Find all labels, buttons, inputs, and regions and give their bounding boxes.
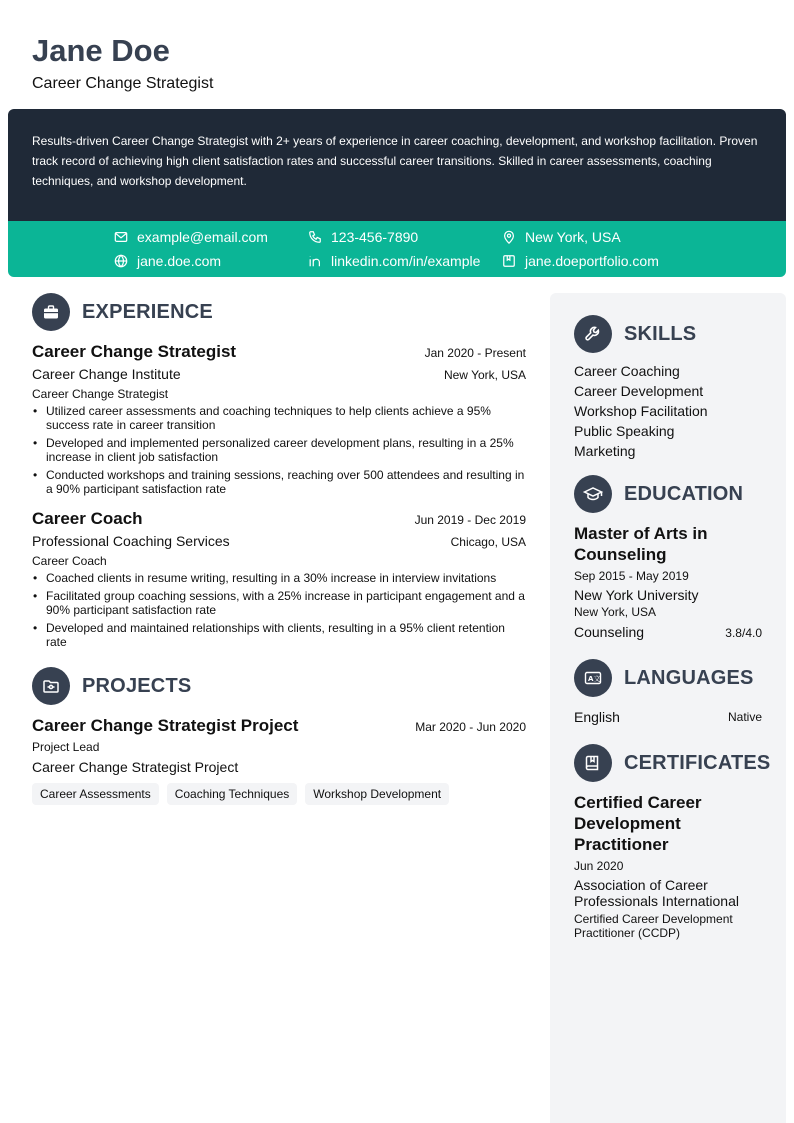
job-date: Jan 2020 - Present [424, 346, 526, 360]
certificate-issuer: Association of Career Professionals International [574, 877, 739, 909]
experience-entry [32, 508, 526, 649]
certificate-credential: Certified Career Development Practitioner (CCDP) [574, 912, 733, 940]
job-company: Professional Coaching Services [32, 533, 230, 549]
website-text: jane.doe.com [137, 253, 222, 269]
bullet-item: • Developed and maintained relationships with clients, resulting in a 95% client retention rate [32, 621, 526, 649]
mail-icon [114, 230, 128, 244]
contact-portfolio[interactable] [502, 251, 659, 271]
contact-linkedin[interactable] [308, 251, 480, 271]
svg-text:A: A [588, 675, 594, 683]
experience-entry [32, 341, 526, 496]
folder-icon [32, 667, 70, 705]
globe-icon [114, 254, 128, 268]
project-tag: Coaching Techniques [167, 783, 298, 805]
phone-icon [308, 230, 322, 244]
skill-item: Marketing [574, 443, 636, 459]
certificate-name: Certified Career Development Practitioner [574, 793, 702, 854]
language-name: English [574, 709, 620, 725]
contact-website[interactable] [114, 251, 221, 271]
school-location: New York, USA [574, 605, 657, 619]
linkedin-text: linkedin.com/in/example [331, 253, 481, 269]
skill-item: Career Development [574, 383, 704, 399]
bullet-item: • Conducted workshops and training sessions, reaching over 500 attendees and resulting in a 90% participant satisfaction rate [32, 468, 526, 496]
job-subtitle: Career Change Strategist [32, 387, 169, 401]
language-item [574, 708, 762, 726]
skill-item: Public Speaking [574, 423, 675, 439]
project-tags [32, 783, 526, 805]
job-role: Career Change Strategist [32, 342, 237, 361]
bullet-item: • Coached clients in resume writing, resulting in a 30% increase in interview invitations [32, 571, 526, 585]
job-role: Career Coach [32, 509, 143, 528]
resume-header [32, 32, 213, 94]
education-heading: EDUCATION [624, 482, 744, 505]
certificates-section-header [574, 744, 771, 782]
projects-heading: PROJECTS [82, 674, 192, 697]
translate-icon [574, 659, 612, 697]
languages-heading: LANGUAGES [624, 666, 754, 689]
skills-list [574, 361, 762, 461]
bullet-item: • Utilized career assessments and coaching techniques to help clients achieve a 95% success rate in career transition [32, 404, 526, 432]
location-text: New York, USA [525, 229, 621, 245]
certificates-heading: CERTIFICATES [624, 751, 771, 774]
skill-item: Career Coaching [574, 363, 680, 379]
certificate-entry [574, 792, 762, 940]
school-name: New York University [574, 587, 699, 603]
contact-bar [8, 221, 786, 277]
project-name: Career Change Strategist Project [32, 716, 299, 735]
job-subtitle: Career Coach [32, 554, 107, 568]
education-section-header [574, 475, 762, 513]
project-tag: Career Assessments [32, 783, 159, 805]
project-description: Career Change Strategist Project [32, 759, 239, 775]
education-entry [574, 523, 762, 641]
location-pin-icon [502, 230, 516, 244]
contact-location [502, 227, 621, 247]
gpa-value: 3.8/4.0 [725, 626, 762, 640]
field-of-study: Counseling [574, 624, 645, 640]
experience-heading: EXPERIENCE [82, 300, 213, 323]
job-location: Chicago, USA [450, 535, 526, 549]
linkedin-icon [308, 254, 322, 268]
skills-heading: SKILLS [624, 322, 697, 345]
bullet-item: • Facilitated group coaching sessions, with a 25% increase in participant engagement and a 90% participant satisfaction rate [32, 589, 526, 617]
portfolio-text: jane.doeportfolio.com [525, 253, 659, 269]
wrench-icon [574, 315, 612, 353]
bullet-item: • Developed and implemented personalized career development plans, resulting in a 25% increase in client job satisfaction [32, 436, 526, 464]
book-icon [574, 744, 612, 782]
skill-item: Workshop Facilitation [574, 403, 708, 419]
briefcase-icon [32, 293, 70, 331]
languages-section-header [574, 659, 762, 697]
degree-title: Master of Arts in Counseling [574, 524, 708, 564]
skills-section-header [574, 315, 762, 353]
contact-email[interactable] [114, 227, 268, 247]
project-entry [32, 715, 526, 805]
job-date: Jun 2019 - Dec 2019 [414, 513, 526, 527]
main-column [32, 293, 526, 805]
job-location: New York, USA [443, 368, 526, 382]
summary-text: Results-driven Career Change Strategist with 2+ years of experience in career coaching, development, and workshop facilitation. Proven track record of achieving high client satisfaction rates and successful career transitions. Skilled in career assessments, coaching techniques, and workshop development. [32, 134, 758, 188]
project-date: Mar 2020 - Jun 2020 [415, 720, 526, 734]
svg-text:文: 文 [593, 675, 601, 683]
graduation-cap-icon [574, 475, 612, 513]
job-bullets [32, 571, 526, 649]
email-text: example@email.com [137, 229, 268, 245]
project-tag: Workshop Development [305, 783, 449, 805]
job-company: Career Change Institute [32, 366, 181, 382]
phone-text: 123-456-7890 [331, 229, 419, 245]
sidebar-panel [550, 293, 786, 1123]
job-bullets [32, 404, 526, 496]
experience-section-header [32, 293, 526, 331]
project-role: Project Lead [32, 740, 100, 754]
language-level: Native [727, 710, 762, 724]
candidate-name: Jane Doe [32, 33, 170, 68]
contact-phone[interactable] [308, 227, 418, 247]
certificate-date: Jun 2020 [574, 859, 624, 873]
portfolio-icon [502, 254, 516, 268]
education-date: Sep 2015 - May 2019 [574, 569, 689, 583]
projects-section-header [32, 667, 526, 705]
summary-block [8, 109, 786, 221]
candidate-title: Career Change Strategist [32, 75, 214, 92]
